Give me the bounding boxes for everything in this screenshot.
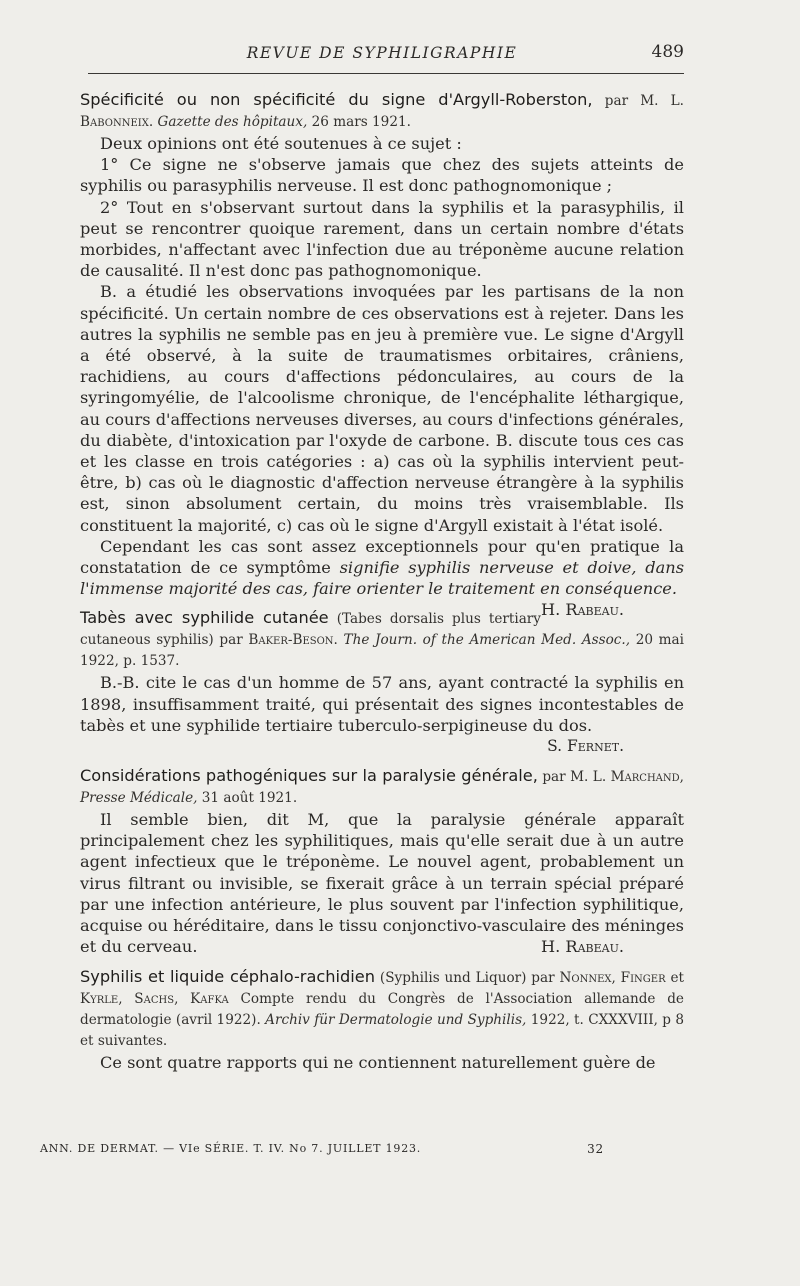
entry-author: Baker-Beson. [248,632,338,649]
footer-text: ANN. DE DERMAT. — VIe SÉRIE. T. IV. No 7. JUILLET 1923. [40,1142,422,1155]
entry-author: Nonnex, Finger [559,969,666,986]
paragraph: Deux opinions ont été soutenues à ce sujet : [100,134,462,153]
entry-ref-by: par M. L. [604,93,685,109]
paragraph: Ce sont quatre rapports qui ne contiennent naturellement guère de [100,1052,656,1072]
entry-title: Spécificité ou non spécificité du signe d'Argyll-Roberston, [80,90,593,109]
signature: H. Rabeau. [540,937,624,957]
entry-author: Babonneix. [80,114,154,130]
paragraph [80,809,684,957]
entry-date: 26 mars 1921. [311,114,411,130]
entry-title: Tabès avec syphilide cutanée [80,608,329,628]
paragraph: B.-B. cite le cas d'un homme de 57 ans, ayant contracté la syphilis en 1898, insuffisamment traité, qui présentait des signes incontestables de tabès et une syphilide tertiaire tuberculo-serpigineuse du dos. [80,673,684,735]
entry-heading [80,966,684,1052]
page [80,40,685,1072]
entry-journal: The Journ. of the American Med. Assoc., [343,632,631,649]
entry-ref-by: par M. L. [542,769,607,786]
entry-date: 20 mai 1922, p. 1537. [80,632,684,670]
entry-author-2: Kyrle, Sachs, Kafka [80,990,229,1007]
entry-heading [80,765,684,809]
entry-journal: Archiv für Dermatologie und Syphilis, [265,1011,527,1028]
entry-ref-and: et [670,969,685,986]
footer-number: 32 [587,1142,604,1156]
paragraph-text: Il semble bien, dit M, que la paralysie générale apparaît principalement chez les syphilitiques, mais qu'elle serait due à un autre agent infectieux que le tréponème. Le nouvel agent, probablement un virus filtrant ou invisible, se fixerait grâce à un terrain spécial préparé par une infection antérieure, le plus souvent par l'infection syphilitique, acquise ou héréditaire, dans le tissu conjonctivo-vasculaire des méninges et du cerveau. [80,810,684,957]
paragraph: B. a étudié les observations invoquées par les partisans de la non spécificité. Un certain nombre de ces observations est à rejeter. Dans les autres la syphilis ne semble pas en jeu à première vue. Le signe d'Argyll a été observé, à la suite de traumatismes orbitaires, crâniens, rachidiens, au cours d'affections pédonculaires, au cours de la syringomyélie, de l'alcoolisme chronique, de l'encéphalite léthargique, au cours d'affections nerveuses diverses, au cours d'infections générales, du diabète, d'intoxication par l'oxyde de carbone. B. discute tous ces cas et les classe en trois catégories : a) cas où la syphilis intervient peut-être, b) cas où le diagnostic d'affection nerveuse étrangère à la syphilis est, sinon absolument certain, du moins très vraisemblable. Ils constituent la majorité, c) cas où le signe d'Argyll existait à l'état isolé. [80,282,684,535]
entry-heading [80,89,684,133]
entry-journal: Presse Médicale, [80,790,198,807]
page-footer [40,1142,604,1155]
entry-ref-paren: (Syphilis und Liquor) par [379,969,555,986]
entry-ref-text: Compte rendu du Congrès de l'Association allemande de dermatologie (avril 1922). [80,990,684,1028]
entry-ref-paren: (Tabes dorsalis plus tertiary cutaneous syphilis) par [80,611,541,649]
header-rule [88,73,684,74]
entry-date: 1922, t. CXXXVIII, p 8 et suivantes. [80,1011,685,1049]
review-entry [80,607,684,757]
entry-date: 31 août 1921. [201,790,298,807]
paragraph: 2° Tout en s'observant surtout dans la syphilis et la parasyphilis, il peut se rencontrer quoique rarement, dans un certain nombre d'états morbides, n'affectant avec l'infection due au tréponème aucune relation de causalité. Il n'est donc pas pathognomonique. [80,197,684,281]
paragraph-italic: signifie syphilis nerveuse et doive, dans l'immense majorité des cas, faire orienter le traitement en conséquence. [80,558,685,599]
article-body [80,89,684,1081]
entry-author: Marchand, [610,769,684,786]
review-entry [80,765,684,957]
entry-journal: Gazette des hôpitaux, [157,114,308,130]
paragraph: 1° Ce signe ne s'observe jamais que chez des sujets atteints de syphilis ou parasyphilis nerveuse. Il est donc pathognomonique ; [80,155,684,196]
review-entry [80,966,684,1073]
entry-title: Syphilis et liquide céphalo-rachidien [80,966,376,986]
running-title: REVUE DE SYPHILIGRAPHIE [246,44,518,62]
paragraph-text: Cependant les cas sont assez exceptionnels pour qu'en pratique la constatation de ce symptôme [80,536,684,578]
signature: S. Fernet. [547,737,624,756]
page-number: 489 [651,42,684,62]
running-header [80,40,684,66]
signature: H. Rabeau. [540,600,624,620]
entry-title: Considérations pathogéniques sur la paralysie générale, [80,766,538,786]
